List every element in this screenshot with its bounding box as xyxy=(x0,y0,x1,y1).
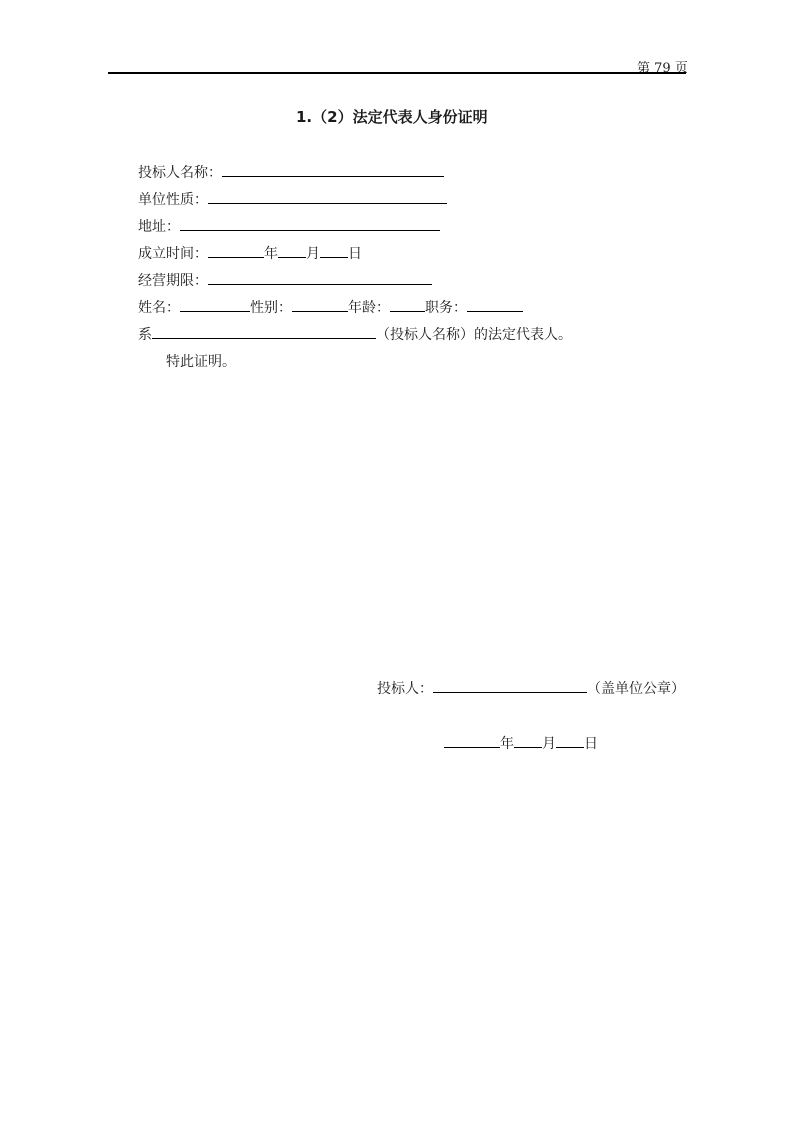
address-blank xyxy=(180,216,440,231)
address-label: 地址： xyxy=(138,219,180,235)
header-rule xyxy=(108,72,686,74)
operating-period-blank xyxy=(208,270,432,285)
signature-day-blank xyxy=(556,733,584,748)
address-row xyxy=(138,216,440,236)
bidder-signature-label: 投标人： xyxy=(377,681,433,697)
name-blank xyxy=(180,297,250,312)
established-day-blank xyxy=(320,243,348,258)
bidder-name-blank xyxy=(222,162,444,177)
page-title: 1.（2）法定代表人身份证明 xyxy=(296,108,488,126)
name-label: 姓名： xyxy=(138,300,180,316)
signature-month-blank xyxy=(514,733,542,748)
position-blank xyxy=(467,297,523,312)
gender-label: 性别： xyxy=(250,300,292,316)
operating-period-label: 经营期限： xyxy=(138,273,208,289)
relation-blank xyxy=(152,324,376,339)
bidder-name-row xyxy=(138,162,444,182)
signature-date-row xyxy=(444,733,598,753)
unit-nature-blank xyxy=(208,189,447,204)
signature-year-blank xyxy=(444,733,500,748)
relation-prefix: 系 xyxy=(138,327,152,343)
certify-text: 特此证明。 xyxy=(166,354,236,370)
position-label: 职务： xyxy=(425,300,467,316)
established-year-label: 年 xyxy=(264,246,278,262)
unit-nature-label: 单位性质： xyxy=(138,192,208,208)
established-year-blank xyxy=(208,243,264,258)
established-label: 成立时间： xyxy=(138,246,208,262)
bidder-name-label: 投标人名称： xyxy=(138,165,222,181)
bidder-signature-blank xyxy=(433,678,587,693)
established-month-blank xyxy=(278,243,306,258)
relation-suffix: （投标人名称）的法定代表人。 xyxy=(376,327,572,343)
relation-row xyxy=(138,324,572,344)
established-day-label: 日 xyxy=(348,246,362,262)
personal-info-row xyxy=(138,297,523,317)
seal-note: （盖单位公章） xyxy=(587,681,685,697)
page-prefix: 第 xyxy=(637,61,651,76)
signature-day-label: 日 xyxy=(584,736,598,752)
unit-nature-row xyxy=(138,189,447,209)
gender-blank xyxy=(292,297,348,312)
signature-month-label: 月 xyxy=(542,736,556,752)
age-blank xyxy=(390,297,425,312)
established-row xyxy=(138,243,362,263)
signature-row xyxy=(377,678,685,698)
established-month-label: 月 xyxy=(306,246,320,262)
page-suffix: 页 xyxy=(674,61,688,76)
page-number-value: 79 xyxy=(654,61,671,76)
operating-period-row xyxy=(138,270,432,290)
age-label: 年龄： xyxy=(348,300,390,316)
signature-year-label: 年 xyxy=(500,736,514,752)
